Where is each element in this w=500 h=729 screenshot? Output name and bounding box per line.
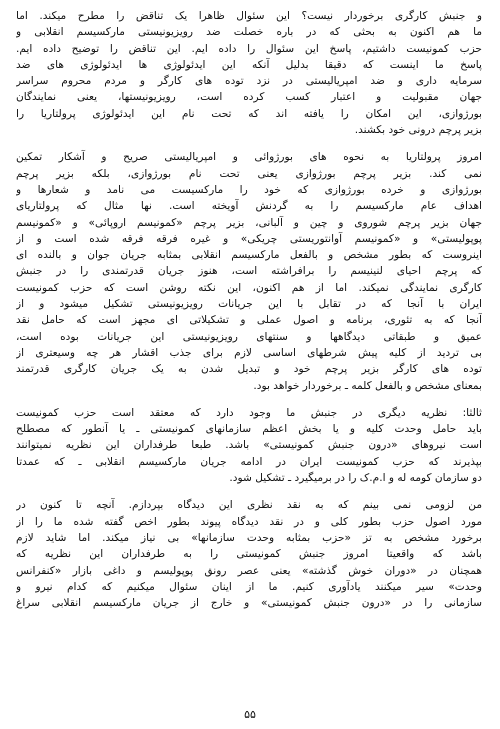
text-line: اینروست که بطور مشخص و بالفعل مارکسیسم انقلابی بمثابه جریان جوان و بالنده ای: [16, 249, 482, 262]
paragraph-gap: [16, 142, 482, 149]
paragraph-1: [16, 8, 482, 138]
text-line: و جنبش کارگری برخوردار نیست؟ این سئوال ظاهرا یک تناقض را مطرح میکند. اما: [16, 10, 482, 22]
paragraph-2: [16, 149, 482, 393]
text-line: جهان بزیر پرچم شوروی و چین و آلبانی، بزیر پرچم «کمونیسم اروپائی» و «کمونیسم: [16, 216, 482, 229]
text-line: باید حامل وحدت کلیه و یا بخش اعظم سازمانهای کمونیستی ـ یا آنطور که مصطلح: [16, 423, 482, 436]
text-line: برخورد مشخص به تز «حزب بمثابه وحدت سازمانها» بی نیاز میکند. اما شاید لازم: [16, 531, 482, 544]
text-line: بورژوازی، این امکان را یافته اند که تحت نام این ایدئولوژی پرولتاریا را: [16, 107, 482, 120]
text-line: پوپولیستی» و «کمونیسم آوانتوریستی چریکی» و غیره فرقه فرقه شده است و از: [16, 232, 482, 245]
text-line: بی تردید از کلیه پیش شرطهای اساسی لازم برای جذب اقشار هر چه وسیعتری از: [16, 346, 482, 359]
text-line: ثالثا: نظریه دیگری در جنبش ما وجود دارد که معتقد است حزب کمونیست: [16, 406, 482, 419]
text-line: باشد که واقعیتا امروز جنبش کمونیستی را به طرفداران این نظریه که: [16, 548, 482, 561]
text-line: نمی کند. بزیر پرچم بورژوازی یعنی تحت نام بورژوازی، بلکه بزیر پرچم: [16, 167, 482, 180]
text-line: آنجا که به تئوری، برنامه و اصول عملی و تشکیلاتی ای مجهز است که حامل نقد: [16, 314, 482, 327]
paragraph-gap: [16, 398, 482, 405]
text-line: مورد اصول حزب بطور کلی و در نقد دیدگاه پیوند بطور اخص گفته شده ما را از: [16, 515, 482, 528]
paragraph-3: [16, 405, 482, 486]
text-line: بورژوازی و خرده بورژوازی که خود را مارکسیست می نامد و شعارها و: [16, 183, 482, 196]
text-line: من لزومی نمی بینم که به نقد نظری این دیدگاه بپردازم. آنچه تا کنون در: [16, 499, 482, 512]
text-line: ایران با آنجا که در تقابل با این جریانات رویزیونیستی تشکیل میشود و از: [16, 298, 482, 311]
text-line: کارگری نمایندگی نمیکند. اما از هم اکنون، این نکته روشن است که حزب کمونیست: [16, 281, 482, 294]
text-line: است نیروهای «درون جنبش کمونیستی» باشد. طبعا طرفداران این نظریه نمیتوانند: [16, 439, 482, 452]
page-number: ۵۵: [244, 708, 256, 721]
text-line: حزب کمونیست داشتیم، پاسخ این سئوال را داده ایم. این تناقض را توضیح داده ایم.: [16, 42, 482, 55]
text-line: بمعنای مشخص و بالفعل کلمه ـ برخوردار خواهد بود.: [253, 379, 482, 392]
text-line: دو سازمان کومه له و ا.م.ک را در برمیگیرد ـ تشکیل شود.: [229, 472, 482, 485]
text-line: بپذیرند که حزب کمونیست ایران در ادامه جریان مارکسیسم انقلابی ـ که عمدتا: [16, 455, 482, 468]
text-line: توده های کارگر بزیر پرچم خود و تبدیل شدن به یک جریان کارگری قدرتمند: [16, 363, 482, 376]
text-line: اهداف عام مارکسیسم را به گردنش آویخته است. نها مثال که پرولتاریای: [16, 200, 482, 213]
paragraph-4: [16, 497, 482, 611]
paragraph-gap: [16, 490, 482, 497]
text-line: سرمایه داری و ضد امپریالیستی در نزد توده های کارگر و مردم محروم سراسر: [16, 75, 482, 88]
text-line: سازمانی را در «درون جنبش کمونیستی» و خارج از جریان مارکسیسم انقلابی سراغ: [16, 597, 482, 610]
text-line: که پرچم احیای لنینیسم را برافراشته است، هنوز جریان قدرتمندی را در جنبش: [16, 265, 482, 278]
text-line: بزیر پرچم درونی خود بکشند.: [354, 124, 482, 137]
text-line: همچنان در «دوران خوش گذشته» یعنی عصر رونق پوپولیسم و داغی بازار «کنفرانس: [16, 564, 482, 577]
text-line: جهان مقبولیت و اعتبار کسب کرده است، رویزیونیستها، یعنی نمایندگان: [16, 91, 482, 104]
text-line: ما هم اکنون به بحثی که در باره خصلت ضد رویزیونیستی مارکسیسم انقلابی و: [16, 26, 482, 39]
text-line: پاسخ ما اینست که دقیقا بدلیل آنکه این ایدئولوژی ها ایدئولوژی های ضد: [16, 58, 482, 71]
text-line: عمیق و طبقاتی دیدگاهها و سنتهای رویزیونیستی این جریانات بوده است،: [16, 330, 482, 343]
text-line: امروز پرولتاریا به نحوه های بورژوائی و امپریالیستی صریح و آشکار تمکین: [16, 151, 482, 164]
text-line: وحدت» سیر میکنند یادآوری کنیم. ما از اینان سئوال میکنیم که کدام نیرو و: [16, 580, 482, 593]
